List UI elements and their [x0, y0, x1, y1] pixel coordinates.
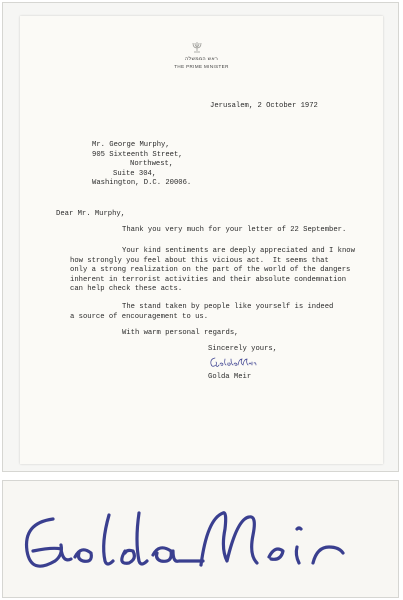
signatory-name: Golda Meir — [208, 373, 252, 381]
letterhead-office: THE PRIME MINISTER — [174, 64, 229, 69]
menorah-emblem-icon — [191, 40, 203, 54]
salutation: Dear Mr. Murphy, — [56, 210, 126, 218]
paragraph-2-line-1: Your kind sentiments are deeply appreciated and I know — [122, 247, 355, 255]
paragraph-2-line-3: only a strong realization on the part of the world of the dangers — [70, 266, 351, 274]
address-line-street: 905 Sixteenth Street, — [92, 150, 183, 159]
paragraph-4-line-1: With warm personal regards, — [122, 329, 239, 337]
paragraph-2-line-4: inherent in terrorist activities and their absolute condemnation — [70, 275, 347, 284]
paragraph-1-line-1: Thank you very much for your letter of 22 September. — [122, 226, 347, 234]
paragraph-3-line-1: The stand taken by people like yourself is indeed — [122, 303, 334, 311]
address-line-city: Washington, D.C. 20006. — [92, 179, 192, 187]
closing: Sincerely yours, — [208, 345, 278, 353]
letterhead-hebrew: ראש הממשלה — [184, 56, 218, 62]
letter-date: Jerusalem, 2 October 1972 — [210, 102, 318, 110]
handwritten-signature-closeup — [13, 489, 390, 589]
address-line-name: Mr. George Murphy, — [92, 141, 170, 149]
signature-closeup-frame — [2, 480, 399, 598]
paragraph-3-line-2: a source of encouragement to us. — [70, 312, 209, 321]
address-line-suite: Suite 304, — [113, 169, 157, 178]
paragraph-2-line-2: how strongly you feel about this vicious act. It seems that — [70, 256, 329, 265]
paragraph-2-line-5: can help check these acts. — [70, 285, 183, 293]
handwritten-signature-small — [208, 353, 258, 373]
letter-page — [20, 16, 383, 464]
address-line-northwest: Northwest, — [130, 160, 174, 168]
